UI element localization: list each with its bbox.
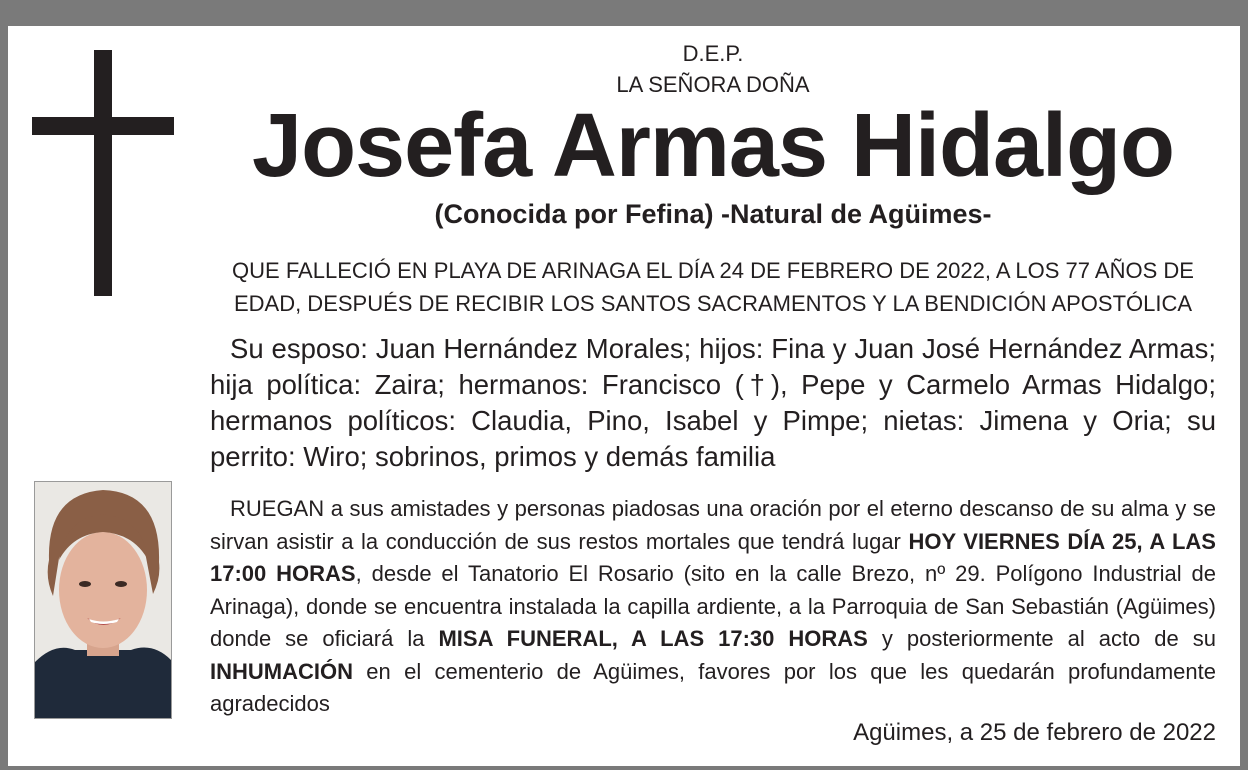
ruegan-text-4: en el cementerio de Agüimes, favores por los que les quedarán profundamente agradecidos xyxy=(210,658,1216,716)
title-prefix: LA SEÑORA DOÑA xyxy=(616,72,810,97)
family-text: Su esposo: Juan Hernández Morales; hijos: Fina y Juan José Hernández Armas; hija política: Zaira; hermanos: Francisco (†), Pepe y Carmelo Armas Hidalgo; hermanos políticos: Claudia, Pino, Isabel y Pimpe; nietas: Jimena y Oria; su perrito: Wiro; sobrinos, primos y demás familia xyxy=(210,333,1216,472)
nickname-origin: (Conocida por Fefina) -Natural de Agüimes- xyxy=(434,199,992,229)
death-statement-line-1: QUE FALLECIÓ EN PLAYA DE ARINAGA EL DÍA 24 DE FEBRERO DE 2022, A LOS 77 AÑOS DE xyxy=(232,258,1194,283)
ruegan-text-2: , desde el Tanatorio El Rosario (sito en la calle Brezo, nº 29. Polígono Industrial de Arinaga), donde se encuentra instalada la capilla ardiente, a la Parroquia de San Sebastián (Agüimes) donde se oficiará la xyxy=(210,561,1216,651)
family-paragraph xyxy=(210,331,1216,475)
ruegan-paragraph xyxy=(210,493,1216,721)
ruegan-text-3: y posteriormente al acto de su xyxy=(867,626,1216,651)
dep-heading: D.E.P. xyxy=(682,41,744,66)
cross-horizontal-bar xyxy=(32,117,174,135)
cross-icon xyxy=(32,50,174,296)
place-date: Agüimes, a 25 de febrero de 2022 xyxy=(853,719,1216,746)
cross-vertical-bar xyxy=(94,50,112,296)
ruegan-text-1: RUEGAN a sus amistades y personas piadosas una oración por el eterno descanso de su alma y se sirvan asistir a la conducción de sus restos mortales que tendrá lugar xyxy=(210,496,1216,554)
portrait-image xyxy=(35,482,171,718)
deceased-name: Josefa Armas Hidalgo xyxy=(252,96,1174,196)
funeral-mass-time: MISA FUNERAL, A LAS 17:30 HORAS xyxy=(438,626,868,651)
death-statement xyxy=(210,254,1216,320)
burial-label: INHUMACIÓN xyxy=(210,658,353,684)
death-statement-line-2: EDAD, DESPUÉS DE RECIBIR LOS SANTOS SACRAMENTOS Y LA BENDICIÓN APOSTÓLICA xyxy=(233,291,1193,316)
deceased-photo xyxy=(34,481,172,719)
funeral-departure-time: HOY VIERNES DÍA 25, A LAS 17:00 HORAS xyxy=(210,528,1216,586)
